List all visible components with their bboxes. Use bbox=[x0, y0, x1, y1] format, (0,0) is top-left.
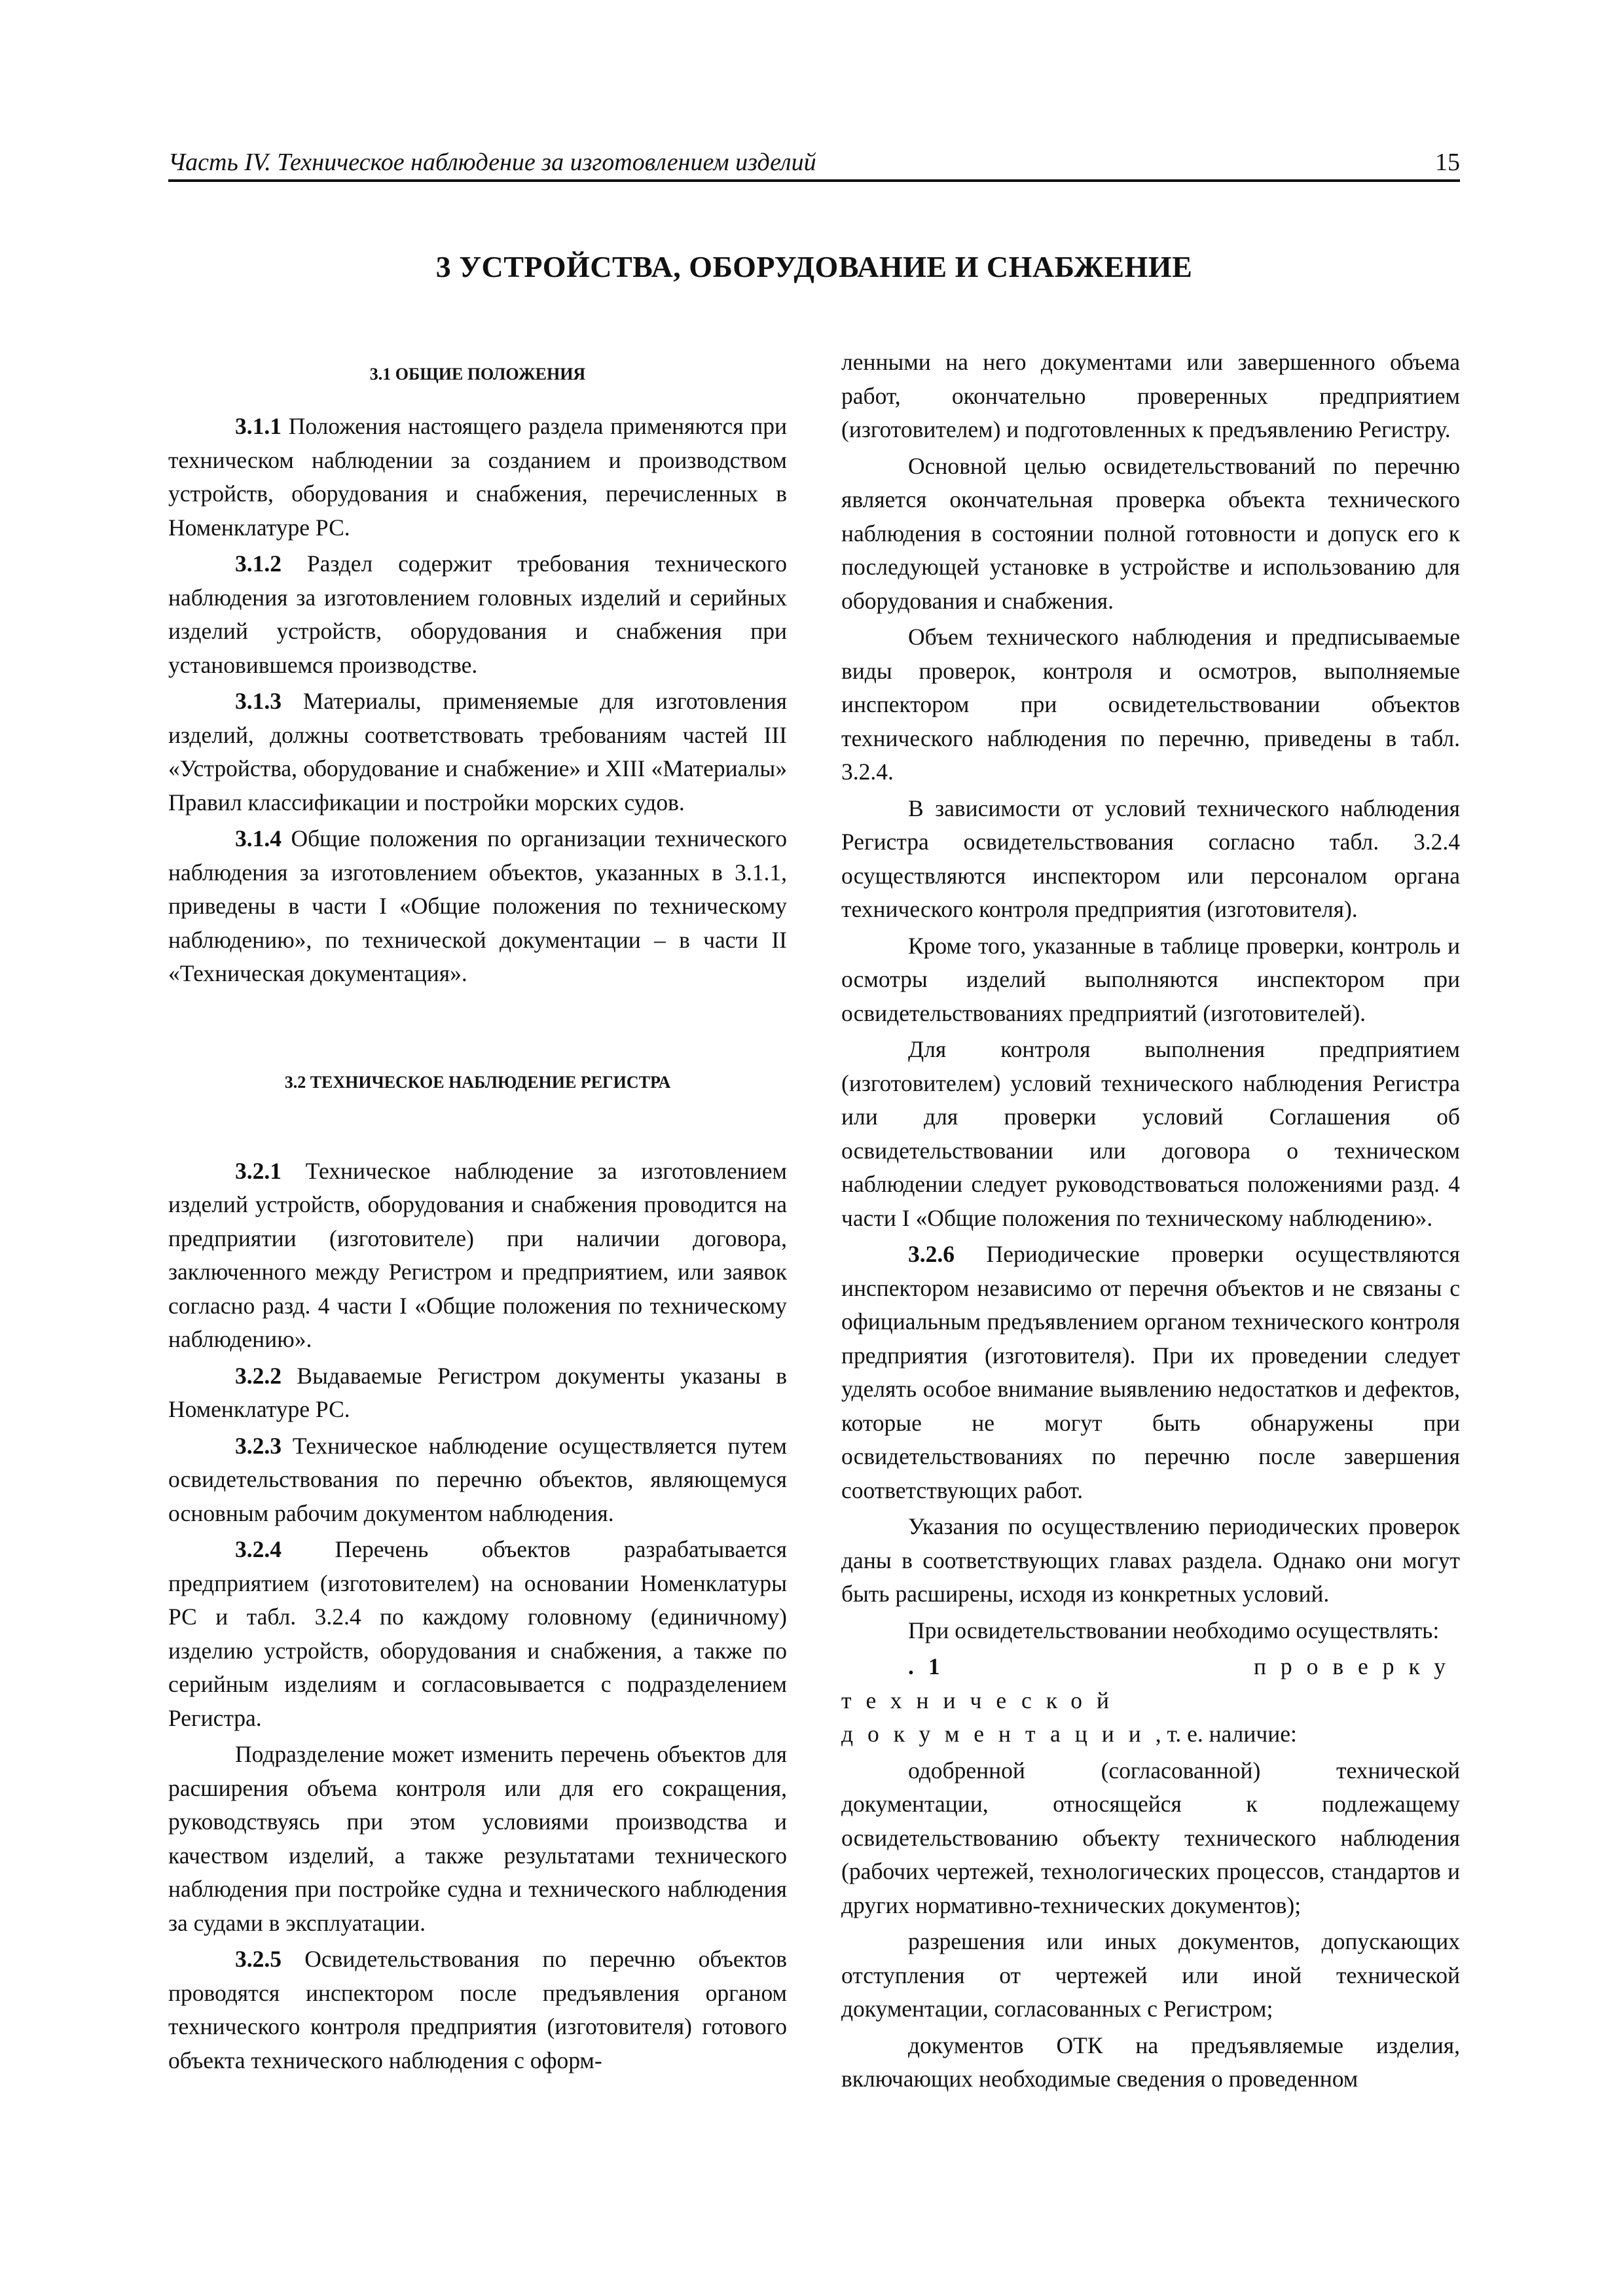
section-heading-3-1: 3.1 ОБЩИЕ ПОЛОЖЕНИЯ bbox=[369, 365, 586, 384]
paragraph-main-goal: Основной целью освидетельствований по перечню является окончательная проверка объекта технического наблюдения в состоянии полной готовности и допуск его к последующей установке в устройстве и использованию для оборудования и снабжения. bbox=[841, 452, 1460, 614]
paragraph-additionally: Кроме того, указанные в таблице проверки, контроль и осмотры изделий выполняются инспектором при освидетельствованиях предприятий (изготовителей). bbox=[841, 932, 1460, 1026]
paragraph-text: Материалы, применяемые для изготовления изделий, должны соответствовать требованиям частей III «Устройства, оборудование и снабжение» и XIII «Материалы» Правил классификации и постройки морских судов. bbox=[168, 688, 787, 816]
clause-number: 3.1.4 bbox=[235, 825, 282, 852]
paragraph-3-1-3 bbox=[168, 685, 787, 819]
paragraph-3-2-3 bbox=[168, 1429, 787, 1531]
clause-number: 3.2.3 bbox=[235, 1432, 282, 1459]
clause-number: 3.2.2 bbox=[235, 1362, 282, 1389]
paragraph-3-2-2 bbox=[168, 1359, 787, 1427]
clause-number: 3.1.1 bbox=[235, 413, 282, 439]
paragraph-periodic-guidance: Указания по осуществлению периодических проверок даны в соответствующих главах раздела. Однако они могут быть расширены, исходя из конкретных условий. bbox=[841, 1513, 1460, 1607]
running-header bbox=[168, 144, 1460, 182]
paragraph-survey-intro: При освидетельствовании необходимо осуществлять: bbox=[908, 1617, 1440, 1643]
paragraph-approved-docs: одобренной (согласованной) технической документации, относящейся к подлежащему освидетельствованию объекту технического наблюдения (рабочих чертежей, технологических процессов, стандартов и других нормативно-технических документов); bbox=[841, 1757, 1460, 1918]
paragraph-text: Положения настоящего раздела применяются при техническом наблюдении за созданием и производством устройств, оборудования и снабжения, перечисленных в Номенклатуре РС. bbox=[168, 413, 787, 541]
clause-number: 3.2.6 bbox=[908, 1241, 955, 1267]
paragraph-permissions: разрешения или иных документов, допускающих отступления от чертежей или иной технической документации, согласованных с Регистром; bbox=[841, 1928, 1460, 2022]
paragraph-3-1-1 bbox=[168, 410, 787, 545]
section-heading-3-2: 3.2 ТЕХНИЧЕСКОЕ НАБЛЮДЕНИЕ РЕГИСТРА bbox=[284, 1072, 671, 1092]
clause-number: 3.2.5 bbox=[235, 1946, 282, 1972]
paragraph-3-2-5 bbox=[168, 1943, 787, 2077]
paragraph-3-2-1 bbox=[168, 1155, 787, 1357]
list-item-title: проверку технической документации bbox=[841, 1653, 1460, 1747]
chapter-title: 3 УСТРОЙСТВА, ОБОРУДОВАНИЕ И СНАБЖЕНИЕ bbox=[435, 250, 1193, 283]
paragraph-scope: Объем технического наблюдения и предписываемые виды проверок, контроля и осмотров, выполняемые инспектором при освидетельствовании объектов технического наблюдения по перечню, приведены в табл. 3.2.4. bbox=[841, 624, 1460, 785]
paragraph-control: Для контроля выполнения предприятием (изготовителем) условий технического наблюдения Регистра или для проверки условий Соглашения об освидетельствовании или договора о техническом наблюдении следует руководствоваться положениями разд. 4 части I «Общие положения по техническому наблюдению». bbox=[841, 1036, 1460, 1231]
page-number: 15 bbox=[1435, 149, 1460, 176]
paragraph-3-1-2 bbox=[168, 547, 787, 682]
paragraph-3-2-4 bbox=[168, 1533, 787, 1735]
clause-number: 3.2.1 bbox=[235, 1157, 282, 1184]
list-item-text: , т. е. наличие: bbox=[1155, 1721, 1297, 1747]
list-item-number: .1 bbox=[908, 1653, 955, 1679]
clause-number: 3.1.2 bbox=[235, 550, 282, 577]
paragraph-3-2-6 bbox=[841, 1238, 1460, 1507]
paragraph-otk-docs: документов ОТК на предъявляемые изделия, включающих необходимые сведения о проведенном bbox=[841, 2032, 1460, 2092]
clause-number: 3.2.4 bbox=[235, 1536, 282, 1562]
right-column bbox=[841, 346, 1460, 2099]
paragraph-text: Техническое наблюдение за изготовлением изделий устройств, оборудования и снабжения проводится на предприятии (изготовителе) при наличии договора, заключенного между Регистром и предприятием, или заявок согласно разд. 4 части I «Общие положения по техническому наблюдению». bbox=[168, 1157, 787, 1352]
paragraph-dependence: В зависимости от условий технического наблюдения Регистра освидетельствования согласно табл. 3.2.4 осуществляются инспектором или персоналом органа технического контроля предприятия (изготовителя). bbox=[841, 795, 1460, 922]
paragraph-3-2-4-continued: Подразделение может изменить перечень объектов для расширения объема контроля или для его сокращения, руководствуясь при этом условиями производства и качеством изделий, а также результатами технического наблюдения при постройке судна и технического наблюдения за судами в эксплуатации. bbox=[168, 1741, 787, 1936]
paragraph-text: Техническое наблюдение осуществляется путем освидетельствования по перечню объектов, являющемуся основным рабочим документом наблюдения. bbox=[168, 1432, 787, 1526]
paragraph-3-1-4 bbox=[168, 822, 787, 991]
paragraph-text: Раздел содержит требования технического наблюдения за изготовлением головных изделий и серийных изделий устройств, оборудования и снабжения при установившемся производстве. bbox=[168, 550, 787, 678]
paragraph-text: Выдаваемые Регистром документы указаны в Номенклатуре РС. bbox=[168, 1362, 787, 1422]
paragraph-text: Общие положения по организации технического наблюдения за изготовлением объектов, указанных в 3.1.1, приведены в части I «Общие положения по техническому наблюдению», по технической документации – в части II «Техническая документация». bbox=[168, 825, 787, 986]
running-title: Часть IV. Техническое наблюдение за изготовлением изделий bbox=[168, 149, 816, 176]
paragraph-text: Перечень объектов разрабатывается предприятием (изготовителем) на основании Номенклатуры РС и табл. 3.2.4 по каждому головному (единичному) изделию устройств, оборудования и снабжения, а также по серийным изделиям и согласовывается с подразделением Регистра. bbox=[168, 1536, 787, 1731]
paragraph-text: Периодические проверки осуществляются инспектором независимо от перечня объектов и не связаны с официальным предъявлением органом технического контроля предприятия (изготовителя). При их проведении следует уделять особое внимание выявлению недостатков и дефектов, которые не могут быть обнаружены при освидетельствованиях по перечню после завершения соответствующих работ. bbox=[841, 1241, 1460, 1503]
clause-number: 3.1.3 bbox=[235, 688, 282, 714]
list-item-1 bbox=[841, 1650, 1460, 1751]
paragraph-3-2-5-continued: ленными на него документами или завершенного объема работ, окончательно проверенных предприятием (изготовителем) и подготовленных к предъявлению Регистру. bbox=[841, 349, 1460, 442]
paragraph-text: Освидетельствования по перечню объектов проводятся инспектором после предъявления органом технического контроля предприятия (изготовителя) готового объекта технического наблюдения с оформ- bbox=[168, 1946, 787, 2073]
left-column bbox=[168, 346, 787, 2080]
